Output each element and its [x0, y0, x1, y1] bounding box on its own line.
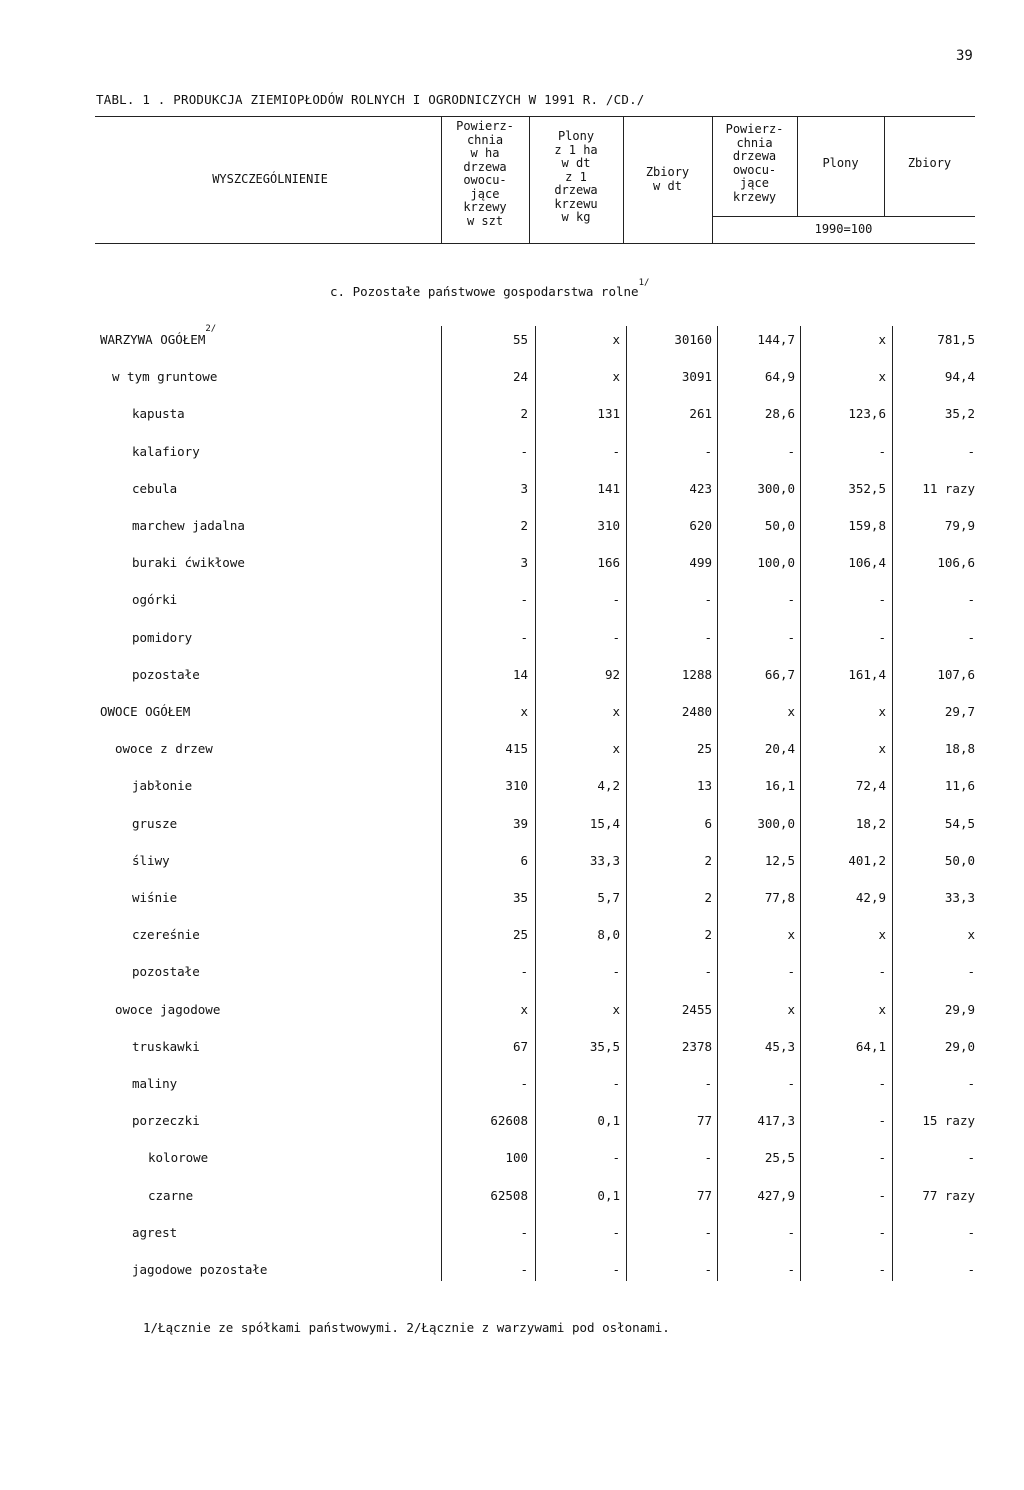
table-cell: x [612, 1001, 620, 1017]
row-label [132, 816, 177, 831]
row-label-text: porzeczki [132, 1113, 200, 1129]
table-cell: 100,0 [757, 555, 795, 571]
table-cell: - [612, 1262, 620, 1277]
table-cell: 499 [689, 555, 712, 571]
table-cell: 2480 [681, 704, 712, 719]
row-label-text: WARZYWA OGÓŁEM [100, 332, 206, 348]
row-label-text: pozostałe [132, 964, 200, 980]
table-cell: - [704, 1150, 712, 1166]
table-cell: - [612, 592, 620, 608]
table-cell: 11 razy [922, 480, 975, 496]
table-cell: 107,6 [937, 666, 975, 682]
table-cell: 310 [597, 518, 620, 533]
table-cell: 4,2 [597, 778, 620, 794]
table-cell: 29,9 [944, 1001, 975, 1017]
harvest-header: Zbiory w dt [645, 165, 690, 193]
row-label-text: w tym gruntowe [112, 369, 218, 385]
footnote: 1/Łącznie ze spółkami państwowymi. 2/Łącznie z warzywami pod osłonami. [143, 1320, 670, 1335]
table-cell: 29,0 [944, 1038, 975, 1054]
table-cell: - [878, 443, 886, 459]
table-cell: - [520, 1262, 528, 1277]
row-label [132, 1076, 177, 1091]
table-cell: 123,6 [848, 406, 886, 422]
table-cell: 77,8 [764, 890, 795, 905]
table-cell: 144,7 [757, 332, 795, 347]
table-cell: 77 [696, 1187, 712, 1203]
row-label-text: kapusta [132, 406, 185, 422]
table-title: TABL. 1 . PRODUKCJA ZIEMIOPŁODÓW ROLNYCH I OGRODNICZYCH W 1991 R. /CD./ [96, 92, 645, 107]
table-cell: 0,1 [597, 1187, 620, 1203]
row-label [132, 406, 185, 421]
table-cell: - [520, 1224, 528, 1240]
table-cell: 66,7 [764, 666, 795, 682]
table-cell: 166 [597, 555, 620, 571]
row-label-text: cebula [132, 480, 178, 496]
table-cell: 417,3 [757, 1113, 795, 1129]
table-cell: 106,6 [937, 555, 975, 571]
header-top-rule [95, 116, 975, 117]
table-cell: x [878, 1001, 886, 1017]
row-label-text: agrest [132, 1224, 178, 1240]
table-cell: x [520, 1001, 528, 1017]
header-bottom-rule [95, 243, 975, 244]
table-cell: 79,9 [944, 518, 975, 533]
row-label [132, 1262, 267, 1277]
table-cell: 35,5 [589, 1038, 620, 1054]
row-label-text: jabłonie [132, 778, 193, 794]
table-cell: - [878, 592, 886, 608]
row-label [132, 927, 200, 942]
table-cell: - [967, 1262, 975, 1277]
stub-header: WYSZCZEGÓLNIENIE [212, 172, 328, 186]
row-label-text: kalafiory [132, 443, 200, 459]
body-divider-3 [717, 326, 718, 1281]
row-footnote-mark: 2/ [205, 324, 217, 334]
table-cell: 12,5 [764, 852, 795, 868]
row-label-text: maliny [132, 1076, 178, 1091]
table-cell: 28,6 [764, 406, 795, 422]
table-cell: - [878, 964, 886, 980]
table-cell: 2 [704, 927, 712, 943]
row-label-text: pomidory [132, 629, 193, 645]
table-cell: 24 [512, 369, 528, 385]
table-cell: - [967, 964, 975, 980]
row-label [100, 324, 217, 348]
table-cell: - [704, 1224, 712, 1240]
table-cell: - [612, 629, 620, 645]
table-cell: - [520, 443, 528, 459]
row-label [132, 592, 177, 607]
table-cell: 15 razy [922, 1113, 975, 1129]
table-cell: 2 [520, 518, 528, 533]
table-cell: x [612, 741, 620, 757]
table-cell: 72,4 [855, 778, 886, 794]
table-cell: - [520, 592, 528, 608]
table-cell: 131 [597, 406, 620, 422]
table-cell: - [967, 1076, 975, 1091]
table-cell: - [704, 443, 712, 459]
table-cell: 33,3 [944, 890, 975, 905]
table-cell: - [520, 1076, 528, 1091]
table-cell: 300,0 [757, 480, 795, 496]
table-cell: - [787, 1262, 795, 1277]
table-cell: - [787, 592, 795, 608]
section-heading: c. Pozostałe państwowe gospodarstwa rolne$^{1/}$ [330, 278, 650, 300]
table-cell: 67 [512, 1038, 528, 1054]
table-cell: - [878, 629, 886, 645]
row-label [132, 1039, 200, 1054]
table-cell: - [878, 1113, 886, 1129]
area-header: Powierz- chnia w ha drzewa owocu- jące krzewy w szt [456, 119, 514, 228]
table-cell: 415 [505, 741, 528, 757]
table-cell: 310 [505, 778, 528, 794]
table-cell: 77 razy [922, 1187, 975, 1203]
table-cell: - [967, 443, 975, 459]
table-cell: 100 [505, 1150, 528, 1166]
row-label-text: wiśnie [132, 890, 178, 905]
table-cell: 15,4 [589, 815, 620, 831]
table-cell: 2378 [681, 1038, 712, 1054]
table-cell: - [787, 1224, 795, 1240]
table-cell: - [787, 964, 795, 980]
body-divider-4 [800, 326, 801, 1281]
table-cell: 13 [696, 778, 712, 794]
row-label-text: truskawki [132, 1038, 200, 1054]
row-label [132, 667, 200, 682]
table-cell: 20,4 [764, 741, 795, 757]
table-cell: 2 [704, 890, 712, 905]
row-label-text: czereśnie [132, 927, 200, 943]
table-cell: 39 [512, 815, 528, 831]
table-cell: x [612, 369, 620, 385]
row-label-text: buraki ćwikłowe [132, 555, 245, 571]
yield-header: Plony z 1 ha w dt z 1 drzewa krzewu w kg [554, 129, 598, 224]
table-cell: 30160 [674, 332, 712, 347]
table-cell: 18,8 [944, 741, 975, 757]
table-cell: - [878, 1150, 886, 1166]
table-cell: - [878, 1187, 886, 1203]
table-cell: 261 [689, 406, 712, 422]
table-cell: 62508 [490, 1187, 528, 1203]
table-cell: 42,9 [855, 890, 886, 905]
table-cell: 2 [704, 852, 712, 868]
table-cell: 2 [520, 406, 528, 422]
table-cell: 64,1 [855, 1038, 886, 1054]
table-cell: x [612, 704, 620, 719]
table-cell: 6 [520, 852, 528, 868]
table-cell: - [612, 1076, 620, 1091]
table-cell: 18,2 [855, 815, 886, 831]
row-label-text: jagodowe pozostałe [132, 1262, 268, 1277]
table-cell: 25 [512, 927, 528, 943]
table-cell: 427,9 [757, 1187, 795, 1203]
body-divider-5 [892, 326, 893, 1281]
page-number: 39 [956, 48, 973, 64]
row-label [132, 518, 245, 533]
row-label [115, 1002, 220, 1017]
table-cell: 16,1 [764, 778, 795, 794]
row-label-text: ogórki [132, 592, 178, 608]
table-cell: - [967, 629, 975, 645]
table-cell: x [878, 332, 886, 347]
table-cell: 45,3 [764, 1038, 795, 1054]
table-cell: - [967, 1224, 975, 1240]
table-cell: 25,5 [764, 1150, 795, 1166]
row-label [148, 1188, 193, 1203]
table-cell: 54,5 [944, 815, 975, 831]
row-label-text: owoce z drzew [115, 741, 213, 757]
table-cell: 0,1 [597, 1113, 620, 1129]
table-cell: - [612, 443, 620, 459]
table-cell: - [612, 1150, 620, 1166]
table-cell: - [878, 1076, 886, 1091]
row-label [115, 741, 213, 756]
row-label-text: czarne [148, 1187, 194, 1203]
row-label [132, 555, 245, 570]
table-cell: - [704, 1076, 712, 1091]
row-label-text: kolorowe [148, 1150, 209, 1166]
table-cell: x [878, 369, 886, 385]
table-cell: 781,5 [937, 332, 975, 347]
table-cell: 94,4 [944, 369, 975, 385]
table-cell: - [612, 964, 620, 980]
table-cell: - [612, 1224, 620, 1240]
table-cell: - [878, 1262, 886, 1277]
body-divider-1 [535, 326, 536, 1281]
table-cell: x [878, 741, 886, 757]
table-cell: x [787, 704, 795, 719]
table-cell: - [967, 1150, 975, 1166]
row-label [132, 444, 200, 459]
area-index-header: Powierz- chnia drzewa owocu- jące krzewy [725, 122, 784, 204]
table-cell: 62608 [490, 1113, 528, 1129]
row-label-text: OWOCE OGÓŁEM [100, 704, 191, 719]
row-label-text: owoce jagodowe [115, 1001, 221, 1017]
table-cell: 106,4 [848, 555, 886, 571]
table-cell: 11,6 [944, 778, 975, 794]
table-cell: 92 [604, 666, 620, 682]
row-label [148, 1150, 208, 1165]
table-cell: 141 [597, 480, 620, 496]
table-cell: x [967, 927, 975, 943]
row-label [112, 369, 217, 384]
table-cell: - [520, 964, 528, 980]
table-cell: 423 [689, 480, 712, 496]
row-label [132, 1225, 177, 1240]
table-cell: 161,4 [848, 666, 886, 682]
table-cell: 159,8 [848, 518, 886, 533]
table-cell: - [787, 443, 795, 459]
body-divider-0 [441, 326, 442, 1281]
table-cell: x [878, 704, 886, 719]
table-cell: 1288 [681, 666, 712, 682]
table-cell: - [967, 592, 975, 608]
row-label [132, 630, 192, 645]
table-cell: 50,0 [764, 518, 795, 533]
table-cell: 14 [512, 666, 528, 682]
table-cell: 8,0 [597, 927, 620, 943]
table-cell: x [787, 1001, 795, 1017]
table-cell: - [787, 629, 795, 645]
table-cell: 620 [689, 518, 712, 533]
row-label [100, 704, 190, 719]
table-cell: 3 [520, 555, 528, 571]
row-label-text: marchew jadalna [132, 518, 245, 533]
table-cell: 3 [520, 480, 528, 496]
table-cell: 25 [696, 741, 712, 757]
table-cell: 3091 [681, 369, 712, 385]
table-cell: - [787, 1076, 795, 1091]
table-cell: x [878, 927, 886, 943]
table-cell: - [704, 629, 712, 645]
table-cell: 35,2 [944, 406, 975, 422]
table-cell: 50,0 [944, 852, 975, 868]
table-cell: - [520, 629, 528, 645]
table-cell: - [704, 964, 712, 980]
table-cell: 352,5 [848, 480, 886, 496]
row-label-text: pozostałe [132, 666, 200, 682]
table-cell: 77 [696, 1113, 712, 1129]
row-label [132, 964, 200, 979]
table-cell: 6 [704, 815, 712, 831]
table-cell: - [878, 1224, 886, 1240]
table-cell: x [520, 704, 528, 719]
row-label [132, 1113, 200, 1128]
base-year-header: 1990=100 [814, 222, 873, 236]
table-cell: 35 [512, 890, 528, 905]
row-label [132, 890, 177, 905]
table-cell: - [704, 592, 712, 608]
row-label [132, 853, 170, 868]
table-cell: 29,7 [944, 704, 975, 719]
yield-index-header: Plony [822, 156, 859, 170]
base-rule [712, 216, 975, 217]
table-cell: x [787, 927, 795, 943]
table-cell: 300,0 [757, 815, 795, 831]
row-label-text: grusze [132, 815, 178, 831]
row-label-text: śliwy [132, 852, 170, 868]
body-divider-2 [626, 326, 627, 1281]
table-cell: 2455 [681, 1001, 712, 1017]
table-cell: 5,7 [597, 890, 620, 905]
table-cell: 401,2 [848, 852, 886, 868]
table-cell: 33,3 [589, 852, 620, 868]
table-cell: 55 [512, 332, 528, 347]
table-cell: - [704, 1262, 712, 1277]
row-label [132, 778, 192, 793]
row-label [132, 481, 177, 496]
table-cell: 64,9 [764, 369, 795, 385]
table-cell: x [612, 332, 620, 347]
harvest-index-header: Zbiory [907, 156, 952, 170]
